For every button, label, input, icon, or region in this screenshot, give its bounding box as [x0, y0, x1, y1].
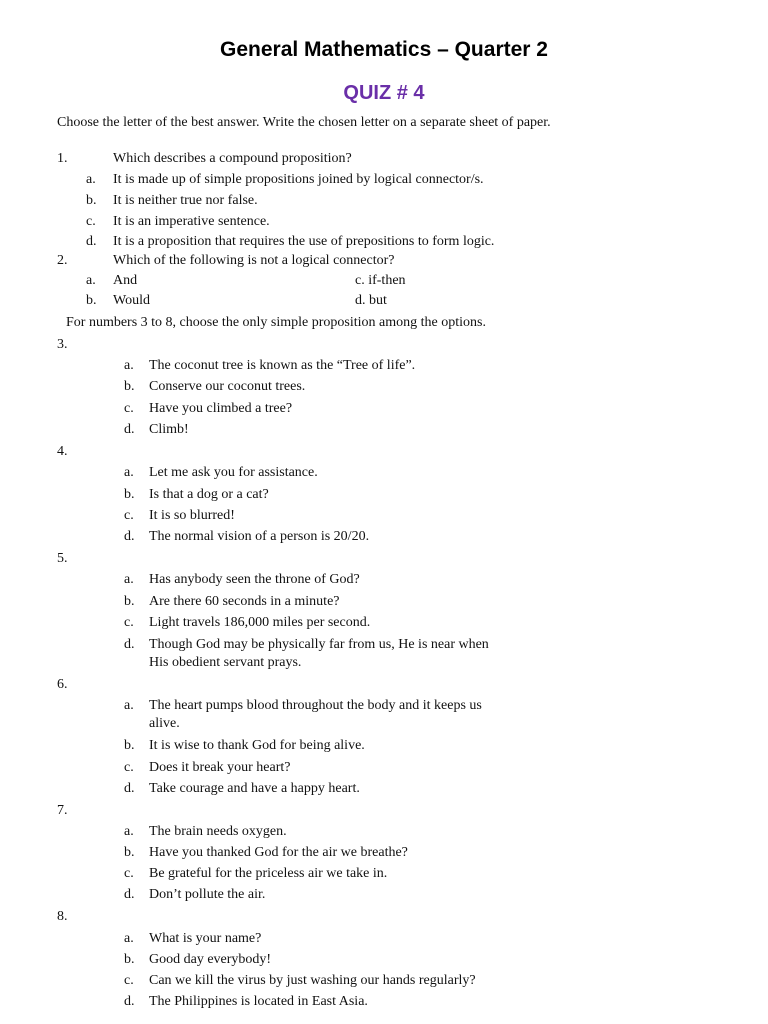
option-letter: b. — [124, 738, 135, 753]
question-text: Which describes a compound proposition? — [113, 151, 352, 166]
option-letter: a. — [86, 172, 96, 187]
option-text: Good day everybody! — [149, 952, 272, 967]
question-number: 3. — [57, 337, 68, 352]
question-number: 4. — [57, 444, 68, 459]
option-letter: a. — [124, 358, 134, 373]
option-text: Conserve our coconut trees. — [149, 379, 306, 394]
option-text: Can we kill the virus by just washing our hands regularly? — [149, 973, 476, 988]
option-letter: a. — [124, 824, 134, 839]
option-text: And — [113, 273, 138, 288]
option-letter: c. — [124, 615, 134, 630]
option-letter: b. — [124, 594, 135, 609]
question-number: 8. — [57, 909, 68, 924]
option-text: It is neither true nor false. — [113, 193, 258, 208]
option-d: d. but — [355, 293, 387, 308]
option-letter: a. — [124, 698, 134, 713]
question-number: 1. — [57, 151, 68, 166]
option-letter: d. — [124, 781, 135, 796]
option-text: What is your name? — [149, 931, 262, 946]
option-letter: c. — [124, 760, 134, 775]
option-letter: d. — [124, 637, 135, 652]
option-text: Is that a dog or a cat? — [149, 487, 269, 502]
option-text: Have you climbed a tree? — [149, 401, 293, 416]
option-letter: a. — [124, 465, 134, 480]
option-text-continued: alive. — [149, 716, 180, 731]
option-text: It is wise to thank God for being alive. — [149, 738, 365, 753]
option-letter: d. — [124, 994, 135, 1009]
option-text: The heart pumps blood throughout the body and it keeps us — [149, 698, 482, 713]
option-text: Does it break your heart? — [149, 760, 291, 775]
option-text: The coconut tree is known as the “Tree of life”. — [149, 358, 416, 373]
page-title: General Mathematics – Quarter 2 — [220, 38, 548, 61]
option-letter: b. — [124, 952, 135, 967]
option-text: Let me ask you for assistance. — [149, 465, 318, 480]
option-text: The Philippines is located in East Asia. — [149, 994, 368, 1009]
option-letter: a. — [124, 931, 134, 946]
option-text: Don’t pollute the air. — [149, 887, 266, 902]
option-text: It is an imperative sentence. — [113, 214, 270, 229]
option-letter: d. — [124, 529, 135, 544]
option-text-continued: His obedient servant prays. — [149, 655, 302, 670]
option-text: Has anybody seen the throne of God? — [149, 572, 360, 587]
option-text: Have you thanked God for the air we breathe? — [149, 845, 408, 860]
section-note: For numbers 3 to 8, choose the only simple proposition among the options. — [66, 315, 486, 330]
option-text: Light travels 186,000 miles per second. — [149, 615, 371, 630]
option-letter: a. — [124, 572, 134, 587]
question-number: 2. — [57, 253, 68, 268]
option-letter: b. — [86, 193, 97, 208]
question-text: Which of the following is not a logical connector? — [113, 253, 395, 268]
option-letter: d. — [124, 422, 135, 437]
option-letter: c. — [124, 401, 134, 416]
option-letter: b. — [124, 845, 135, 860]
option-letter: b. — [124, 379, 135, 394]
option-text: The brain needs oxygen. — [149, 824, 287, 839]
option-text: It is a proposition that requires the use of prepositions to form logic. — [113, 234, 495, 249]
option-text: Take courage and have a happy heart. — [149, 781, 360, 796]
option-letter: c. — [124, 508, 134, 523]
quiz-subtitle: QUIZ # 4 — [343, 82, 425, 104]
option-letter: c. — [86, 214, 96, 229]
option-text: It is so blurred! — [149, 508, 235, 523]
option-text: Would — [113, 293, 150, 308]
question-number: 6. — [57, 677, 68, 692]
option-text: The normal vision of a person is 20/20. — [149, 529, 370, 544]
option-letter: a. — [86, 273, 96, 288]
option-letter: b. — [86, 293, 97, 308]
option-text: It is made up of simple propositions joined by logical connector/s. — [113, 172, 484, 187]
option-text: Climb! — [149, 422, 189, 437]
question-number: 5. — [57, 551, 68, 566]
option-letter: d. — [86, 234, 97, 249]
instructions: Choose the letter of the best answer. Write the chosen letter on a separate sheet of paper. — [57, 115, 551, 130]
option-text: Though God may be physically far from us, He is near when — [149, 637, 489, 652]
option-letter: b. — [124, 487, 135, 502]
question-number: 7. — [57, 803, 68, 818]
option-letter: c. — [124, 866, 134, 881]
option-letter: c. — [124, 973, 134, 988]
option-letter: d. — [124, 887, 135, 902]
option-text: Be grateful for the priceless air we take in. — [149, 866, 388, 881]
option-c: c. if-then — [355, 273, 406, 288]
option-text: Are there 60 seconds in a minute? — [149, 594, 340, 609]
